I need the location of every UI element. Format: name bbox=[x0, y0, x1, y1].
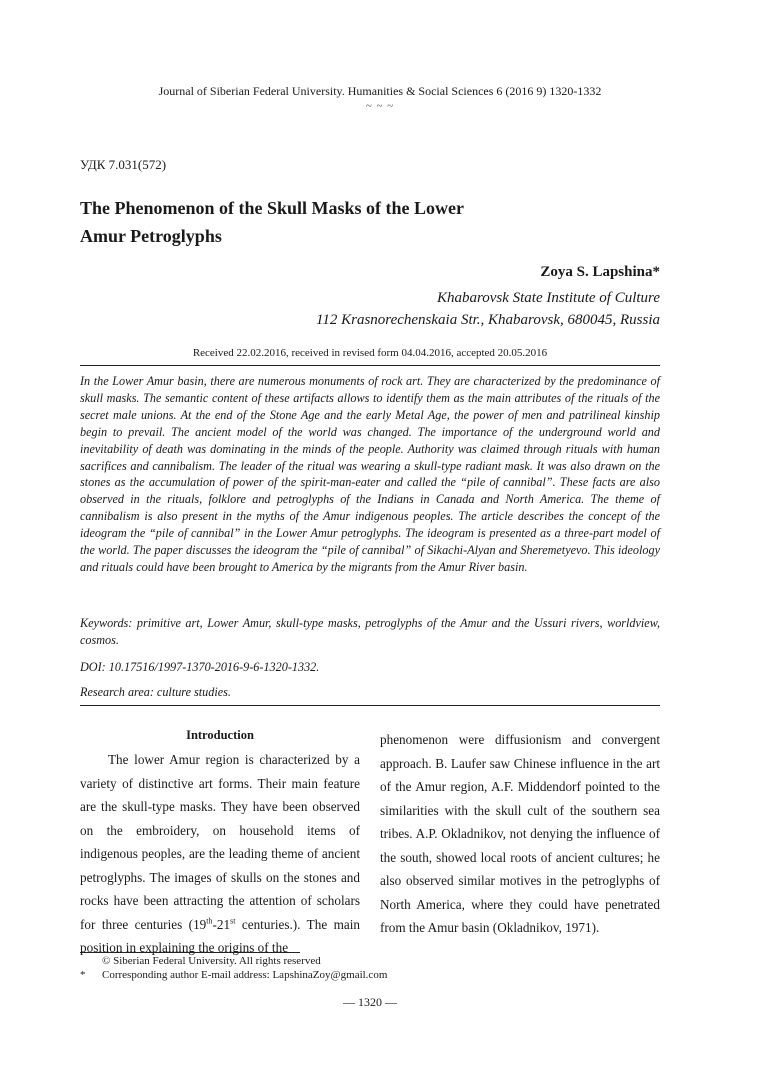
author-address: 112 Krasnorechenskaia Str., Khabarovsk, 680045, Russia bbox=[315, 312, 660, 328]
title-line-1: The Phenomenon of the Skull Masks of the Lower bbox=[80, 198, 465, 218]
footnote-rule bbox=[80, 952, 300, 953]
abstract-bottom-rule bbox=[80, 705, 660, 706]
body-text-dash: -21 bbox=[212, 916, 231, 932]
superscript-th: th bbox=[206, 916, 213, 926]
page-number: — 1320 — bbox=[343, 995, 397, 1009]
author-institution: Khabarovsk State Institute of Culture bbox=[436, 290, 660, 306]
superscript-st: st bbox=[230, 916, 236, 926]
research-area: Research area: culture studies. bbox=[80, 685, 231, 699]
title-line-2: Amur Petroglyphs bbox=[80, 226, 222, 246]
keywords: Keywords: primitive art, Lower Amur, skull-type masks, petroglyphs of the Amur and the Ussuri rivers, worldview, cosmos. bbox=[80, 616, 660, 647]
body-column-left bbox=[80, 725, 360, 960]
body-text-continued: centuries.). The main position in explaining the origins of the bbox=[80, 916, 360, 955]
section-heading-introduction: Introduction bbox=[186, 728, 254, 742]
corresponding-author-text: Corresponding author E-mail address: LapshinaZoy@gmail.com bbox=[102, 969, 388, 981]
journal-header: Journal of Siberian Federal University. Humanities & Social Sciences 6 (2016 9) 1320-1332 bbox=[158, 84, 602, 98]
footnote-star: * bbox=[80, 969, 86, 981]
body-paragraph bbox=[80, 748, 360, 960]
body-paragraph-continued: phenomenon were diffusionism and convergent approach. B. Laufer saw Chinese influence in the art of the Amur region, A.F. Middendorf pointed to the similarities with the skull cult of the southern sea tribes. A.P. Okladnikov, not denying the influence of the south, showed local roots of ancient cultures; he also observed similar motives in the petroglyphs of North America, where they could have penetrated from the Amur basin (Okladnikov, 1971). bbox=[380, 732, 660, 935]
author-name: Zoya S. Lapshina* bbox=[540, 264, 660, 280]
doi: DOI: 10.17516/1997-1370-2016-9-6-1320-1332. bbox=[80, 660, 320, 674]
footnote-copyright bbox=[80, 955, 321, 967]
body-column-right bbox=[380, 728, 660, 940]
abstract-top-rule bbox=[80, 365, 660, 366]
header-ornament: ~ ~ ~ bbox=[365, 100, 395, 112]
article-title bbox=[80, 194, 680, 250]
footnote-corresponding bbox=[80, 969, 387, 981]
received-dates: Received 22.02.2016, received in revised form 04.04.2016, accepted 20.05.2016 bbox=[192, 347, 548, 359]
body-text: The lower Amur region is characterized by a variety of distinctive art forms. Their main feature are the skull-type masks. They have been observed on the embroidery, on household items of indigenous peoples, are the leading theme of ancient petroglyphs. The images of skulls on the stones and rocks have been attracting the attention of scholars for three centuries (19 bbox=[80, 752, 360, 932]
abstract: In the Lower Amur basin, there are numerous monuments of rock art. They are characterized by the predominance of skull masks. The semantic content of these artifacts allows to identify them as the main attributes of the rituals of the secret male unions. At the end of the Stone Age and the early Metal Age, the power of men and patrilineal kinship begin to prevail. The ancient model of the world was changed. The importance of the underground world and inevitability of death was dominating in the minds of the people. Authority was claimed through rituals with human sacrifices and cannibalism. The leader of the ritual was wearing a skull-type radiant mask. It was also drawn on the stones as the accumulation of power of the spirit-man-eater and called the “pile of cannibal”. These facts are also observed in the rituals, folklore and petroglyphs of the Indians in Canada and North America. The theme of cannibalism is also present in the myths of the Amur indigenous peoples. The article describes the concept of the ideogram the “pile of cannibal” in the Lower Amur petroglyphs. The ideogram is presented as a three-part model of the world. The paper discusses the ideogram the “pile of cannibal” of Sikachi-Alyan and Sheremetyevo. This ideology and rituals could have been brought to America by the migrants from the Amur River basin. bbox=[80, 374, 660, 574]
author-affiliation bbox=[316, 287, 660, 331]
udk-code: УДК 7.031(572) bbox=[80, 157, 167, 172]
copyright-text: © Siberian Federal University. All rights reserved bbox=[102, 955, 321, 967]
